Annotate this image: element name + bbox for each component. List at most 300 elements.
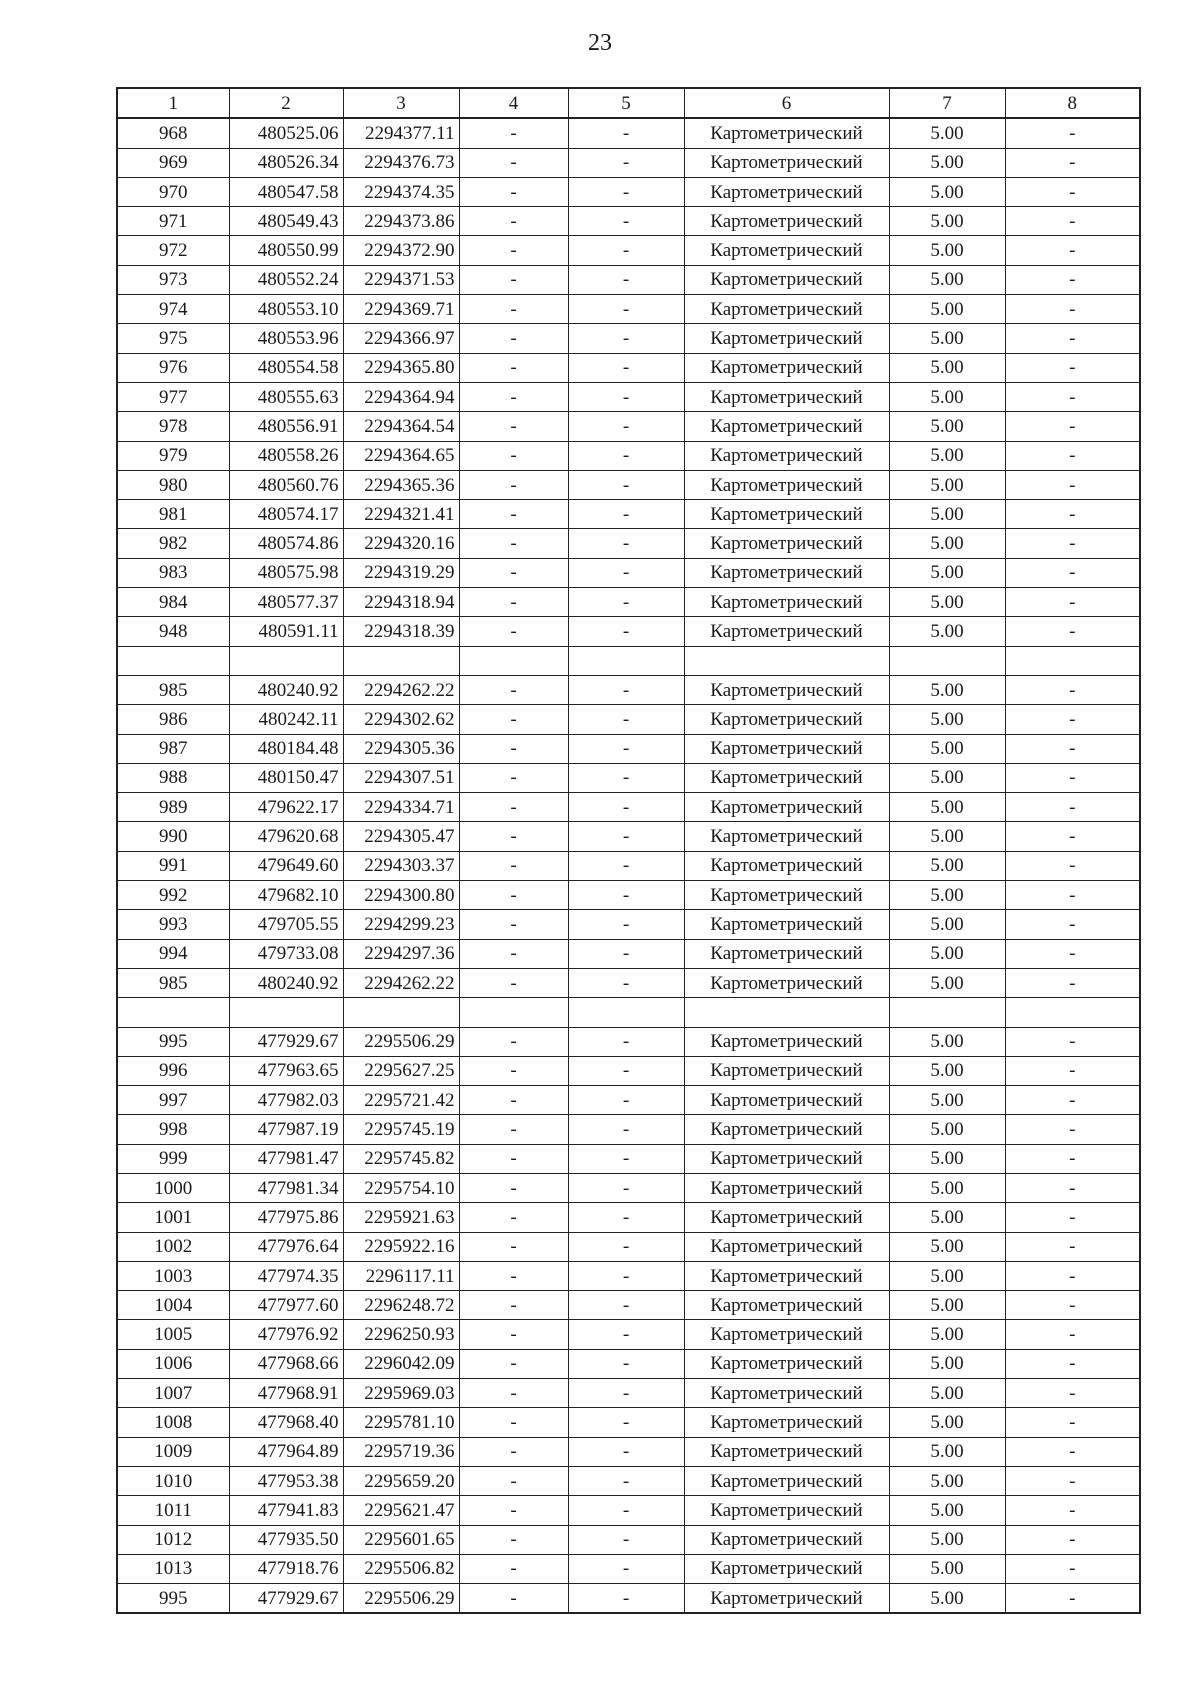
- table-cell: 976: [117, 353, 229, 382]
- column-header: 5: [568, 88, 684, 118]
- table-row: [117, 881, 1140, 910]
- table-cell: 480556.91: [229, 412, 343, 441]
- table-cell: 5.00: [889, 1115, 1005, 1144]
- table-cell: 2295627.25: [343, 1056, 459, 1085]
- table-cell: 1008: [117, 1408, 229, 1437]
- table-cell: Картометрический: [684, 1525, 889, 1554]
- table-cell: 995: [117, 1027, 229, 1056]
- table-cell: -: [1005, 705, 1140, 734]
- table-cell: 968: [117, 118, 229, 148]
- table-cell: -: [568, 500, 684, 529]
- table-cell: Картометрический: [684, 910, 889, 939]
- table-cell: 984: [117, 588, 229, 617]
- table-cell: 479622.17: [229, 793, 343, 822]
- table-cell: -: [459, 265, 568, 294]
- table-row: [117, 734, 1140, 763]
- table-cell: -: [568, 881, 684, 910]
- table-cell: -: [568, 558, 684, 587]
- table-cell: 5.00: [889, 207, 1005, 236]
- table-cell: 986: [117, 705, 229, 734]
- table-cell: Картометрический: [684, 851, 889, 880]
- table-cell: -: [1005, 324, 1140, 353]
- table-cell: -: [568, 1232, 684, 1261]
- table-cell: -: [1005, 1525, 1140, 1554]
- table-cell: -: [568, 295, 684, 324]
- table-cell: 5.00: [889, 1554, 1005, 1583]
- table-cell: -: [459, 236, 568, 265]
- table-cell: 2295745.19: [343, 1115, 459, 1144]
- table-cell: -: [459, 617, 568, 646]
- table-cell: 5.00: [889, 1261, 1005, 1290]
- table-cell: -: [459, 1144, 568, 1173]
- table-cell: 5.00: [889, 1144, 1005, 1173]
- table-cell: -: [1005, 1437, 1140, 1466]
- table-cell: 5.00: [889, 412, 1005, 441]
- table-cell: -: [459, 1408, 568, 1437]
- table-cell: 479620.68: [229, 822, 343, 851]
- table-cell: 2294305.47: [343, 822, 459, 851]
- table-cell: 980: [117, 470, 229, 499]
- table-cell: 477968.91: [229, 1379, 343, 1408]
- table-cell: -: [1005, 412, 1140, 441]
- table-cell: 480526.34: [229, 148, 343, 177]
- table-cell: Картометрический: [684, 1261, 889, 1290]
- table-cell: -: [568, 1203, 684, 1232]
- table-cell: 948: [117, 617, 229, 646]
- table-cell: 5.00: [889, 1496, 1005, 1525]
- table-cell: [229, 646, 343, 675]
- table-cell: -: [459, 412, 568, 441]
- table-cell: -: [1005, 1320, 1140, 1349]
- table-cell: 975: [117, 324, 229, 353]
- table-cell: -: [1005, 470, 1140, 499]
- table-cell: -: [568, 118, 684, 148]
- table-cell: [1005, 646, 1140, 675]
- table-cell: Картометрический: [684, 1349, 889, 1378]
- coordinates-table: [116, 87, 1141, 1614]
- table-cell: 5.00: [889, 675, 1005, 704]
- table-cell: 480553.96: [229, 324, 343, 353]
- table-cell: -: [459, 118, 568, 148]
- table-cell: 5.00: [889, 705, 1005, 734]
- table-cell: 5.00: [889, 939, 1005, 968]
- table-cell: -: [459, 705, 568, 734]
- table-cell: 480574.17: [229, 500, 343, 529]
- table-row: [117, 1086, 1140, 1115]
- table-cell: -: [568, 148, 684, 177]
- table-cell: Картометрический: [684, 470, 889, 499]
- table-cell: 982: [117, 529, 229, 558]
- table-row: [117, 1291, 1140, 1320]
- table-cell: -: [568, 1466, 684, 1495]
- table-cell: -: [1005, 588, 1140, 617]
- table-cell: 983: [117, 558, 229, 587]
- table-cell: [117, 998, 229, 1027]
- table-cell: 2295601.65: [343, 1525, 459, 1554]
- table-cell: 5.00: [889, 1232, 1005, 1261]
- table-cell: -: [568, 1291, 684, 1320]
- table-cell: -: [568, 939, 684, 968]
- table-cell: -: [459, 1027, 568, 1056]
- table-cell: -: [459, 529, 568, 558]
- table-cell: -: [1005, 881, 1140, 910]
- table-cell: -: [1005, 1203, 1140, 1232]
- table-cell: -: [568, 793, 684, 822]
- table-row: [117, 793, 1140, 822]
- table-cell: Картометрический: [684, 1320, 889, 1349]
- table-cell: 477981.47: [229, 1144, 343, 1173]
- table-cell: -: [1005, 1173, 1140, 1202]
- table-cell: 997: [117, 1086, 229, 1115]
- table-cell: 989: [117, 793, 229, 822]
- table-cell: 2294319.29: [343, 558, 459, 587]
- table-cell: -: [1005, 529, 1140, 558]
- table-cell: -: [1005, 207, 1140, 236]
- table-row: [117, 558, 1140, 587]
- table-cell: -: [1005, 734, 1140, 763]
- table-cell: 477981.34: [229, 1173, 343, 1202]
- table-row: [117, 207, 1140, 236]
- table-cell: -: [459, 1554, 568, 1583]
- table-cell: 477975.86: [229, 1203, 343, 1232]
- table-cell: -: [1005, 793, 1140, 822]
- table-cell: Картометрический: [684, 1173, 889, 1202]
- table-cell: -: [1005, 851, 1140, 880]
- table-cell: Картометрический: [684, 1027, 889, 1056]
- table-cell: 978: [117, 412, 229, 441]
- table-cell: 998: [117, 1115, 229, 1144]
- table-cell: 1010: [117, 1466, 229, 1495]
- table-cell: -: [459, 1584, 568, 1614]
- table-cell: 974: [117, 295, 229, 324]
- table-cell: 480575.98: [229, 558, 343, 587]
- table-cell: 5.00: [889, 295, 1005, 324]
- table-cell: -: [568, 734, 684, 763]
- table-row: [117, 1320, 1140, 1349]
- table-cell: 477968.66: [229, 1349, 343, 1378]
- table-cell: -: [568, 763, 684, 792]
- table-cell: -: [459, 881, 568, 910]
- table-cell: 5.00: [889, 1291, 1005, 1320]
- table-cell: 477963.65: [229, 1056, 343, 1085]
- table-cell: 2294364.54: [343, 412, 459, 441]
- table-cell: 988: [117, 763, 229, 792]
- table-cell: Картометрический: [684, 822, 889, 851]
- table-cell: 995: [117, 1584, 229, 1614]
- table-cell: 5.00: [889, 881, 1005, 910]
- blank-row: [117, 646, 1140, 675]
- table-cell: Картометрический: [684, 734, 889, 763]
- table-row: [117, 1408, 1140, 1437]
- table-cell: -: [568, 1261, 684, 1290]
- column-header: 4: [459, 88, 568, 118]
- table-cell: 999: [117, 1144, 229, 1173]
- table-cell: 2296248.72: [343, 1291, 459, 1320]
- table-cell: 2294366.97: [343, 324, 459, 353]
- table-cell: -: [459, 500, 568, 529]
- table-cell: 5.00: [889, 1379, 1005, 1408]
- table-cell: Картометрический: [684, 1115, 889, 1144]
- table-cell: 479733.08: [229, 939, 343, 968]
- table-cell: -: [1005, 148, 1140, 177]
- table-cell: 1001: [117, 1203, 229, 1232]
- table-cell: -: [568, 1525, 684, 1554]
- table-cell: 477929.67: [229, 1584, 343, 1614]
- table-cell: -: [568, 382, 684, 411]
- table-cell: -: [1005, 1291, 1140, 1320]
- table-cell: 2294369.71: [343, 295, 459, 324]
- table-header: [117, 88, 1140, 118]
- table-cell: -: [1005, 1115, 1140, 1144]
- table-row: [117, 1466, 1140, 1495]
- table-cell: 479705.55: [229, 910, 343, 939]
- table-cell: 480525.06: [229, 118, 343, 148]
- table-cell: -: [459, 1056, 568, 1085]
- table-cell: 2294372.90: [343, 236, 459, 265]
- table-cell: -: [1005, 1584, 1140, 1614]
- table-cell: 480240.92: [229, 968, 343, 997]
- table-cell: -: [1005, 1466, 1140, 1495]
- table-cell: -: [1005, 1086, 1140, 1115]
- table-cell: Картометрический: [684, 1379, 889, 1408]
- table-cell: 5.00: [889, 1525, 1005, 1554]
- table-cell: -: [1005, 1379, 1140, 1408]
- table-cell: 477918.76: [229, 1554, 343, 1583]
- table-row: [117, 412, 1140, 441]
- table-cell: 477964.89: [229, 1437, 343, 1466]
- table-cell: 2294318.94: [343, 588, 459, 617]
- table-cell: -: [568, 177, 684, 206]
- table-cell: -: [459, 295, 568, 324]
- table-cell: -: [459, 763, 568, 792]
- table-cell: -: [1005, 1232, 1140, 1261]
- table-cell: 5.00: [889, 236, 1005, 265]
- table-cell: 5.00: [889, 529, 1005, 558]
- table-row: [117, 1554, 1140, 1583]
- table-cell: 2295721.42: [343, 1086, 459, 1115]
- table-cell: -: [459, 324, 568, 353]
- table-row: [117, 382, 1140, 411]
- table-cell: 2295506.29: [343, 1027, 459, 1056]
- table-cell: -: [459, 1261, 568, 1290]
- table-cell: Картометрический: [684, 207, 889, 236]
- table-cell: Картометрический: [684, 529, 889, 558]
- table-cell: -: [459, 793, 568, 822]
- table-cell: -: [1005, 558, 1140, 587]
- table-cell: 2295506.29: [343, 1584, 459, 1614]
- table-cell: [229, 998, 343, 1027]
- table-cell: -: [1005, 1349, 1140, 1378]
- table-row: [117, 1496, 1140, 1525]
- table-cell: 2294307.51: [343, 763, 459, 792]
- table-cell: 2296042.09: [343, 1349, 459, 1378]
- table-row: [117, 236, 1140, 265]
- table-row: [117, 910, 1140, 939]
- table-cell: -: [568, 1173, 684, 1202]
- table-cell: 1011: [117, 1496, 229, 1525]
- table-row: [117, 1525, 1140, 1554]
- table-cell: 2294364.94: [343, 382, 459, 411]
- table-cell: 480240.92: [229, 675, 343, 704]
- blank-row: [117, 998, 1140, 1027]
- table-cell: 477987.19: [229, 1115, 343, 1144]
- table-cell: -: [459, 588, 568, 617]
- table-cell: 5.00: [889, 1408, 1005, 1437]
- table-cell: 2294374.35: [343, 177, 459, 206]
- table-cell: 970: [117, 177, 229, 206]
- table-cell: Картометрический: [684, 324, 889, 353]
- table-cell: Картометрический: [684, 1203, 889, 1232]
- table-cell: -: [459, 1379, 568, 1408]
- table-cell: 480553.10: [229, 295, 343, 324]
- table-cell: -: [459, 675, 568, 704]
- table-cell: -: [1005, 1496, 1140, 1525]
- table-row: [117, 295, 1140, 324]
- table-cell: 977: [117, 382, 229, 411]
- table-cell: -: [1005, 295, 1140, 324]
- table-cell: -: [459, 1086, 568, 1115]
- table-cell: Картометрический: [684, 617, 889, 646]
- table-row: [117, 441, 1140, 470]
- table-cell: Картометрический: [684, 675, 889, 704]
- table-cell: 5.00: [889, 1437, 1005, 1466]
- table-row: [117, 939, 1140, 968]
- table-cell: Картометрический: [684, 1466, 889, 1495]
- table-row: [117, 1261, 1140, 1290]
- table-cell: 477976.64: [229, 1232, 343, 1261]
- table-cell: -: [568, 1349, 684, 1378]
- table-cell: -: [1005, 265, 1140, 294]
- table-cell: -: [1005, 236, 1140, 265]
- table-cell: 5.00: [889, 500, 1005, 529]
- table-row: [117, 1203, 1140, 1232]
- table-cell: [1005, 998, 1140, 1027]
- table-cell: 5.00: [889, 382, 1005, 411]
- table-cell: 990: [117, 822, 229, 851]
- table-cell: 2296117.11: [343, 1261, 459, 1290]
- table-cell: -: [1005, 177, 1140, 206]
- table-cell: [459, 998, 568, 1027]
- table-cell: Картометрический: [684, 441, 889, 470]
- table-cell: 5.00: [889, 470, 1005, 499]
- table-cell: 979: [117, 441, 229, 470]
- table-cell: -: [1005, 1554, 1140, 1583]
- table-cell: Картометрический: [684, 558, 889, 587]
- table-cell: 2294297.36: [343, 939, 459, 968]
- table-cell: -: [459, 441, 568, 470]
- table-cell: -: [459, 851, 568, 880]
- table-cell: 5.00: [889, 353, 1005, 382]
- table-cell: [568, 646, 684, 675]
- table-cell: 5.00: [889, 1320, 1005, 1349]
- table-row: [117, 1027, 1140, 1056]
- table-cell: 480574.86: [229, 529, 343, 558]
- table-cell: 1009: [117, 1437, 229, 1466]
- table-cell: -: [459, 1291, 568, 1320]
- table-cell: -: [568, 1437, 684, 1466]
- table-cell: 972: [117, 236, 229, 265]
- table-cell: 5.00: [889, 910, 1005, 939]
- table-cell: 480184.48: [229, 734, 343, 763]
- table-cell: 5.00: [889, 1173, 1005, 1202]
- table-row: [117, 822, 1140, 851]
- table-cell: -: [1005, 1261, 1140, 1290]
- table-cell: [343, 646, 459, 675]
- table-cell: -: [568, 1086, 684, 1115]
- table-row: [117, 1056, 1140, 1085]
- table-cell: 2294300.80: [343, 881, 459, 910]
- table-row: [117, 353, 1140, 382]
- table-cell: Картометрический: [684, 1554, 889, 1583]
- table-cell: 5.00: [889, 1466, 1005, 1495]
- table-cell: -: [459, 1525, 568, 1554]
- table-cell: 1004: [117, 1291, 229, 1320]
- table-cell: -: [568, 1027, 684, 1056]
- table-cell: -: [459, 1232, 568, 1261]
- table-cell: 5.00: [889, 177, 1005, 206]
- table-cell: Картометрический: [684, 588, 889, 617]
- table-cell: 992: [117, 881, 229, 910]
- table-cell: 981: [117, 500, 229, 529]
- table-cell: -: [568, 617, 684, 646]
- table-cell: 2294365.36: [343, 470, 459, 499]
- table-cell: -: [568, 1144, 684, 1173]
- table-cell: -: [459, 177, 568, 206]
- table-cell: 5.00: [889, 558, 1005, 587]
- table-cell: -: [1005, 763, 1140, 792]
- table-cell: [684, 998, 889, 1027]
- table-cell: 2294377.11: [343, 118, 459, 148]
- table-cell: 994: [117, 939, 229, 968]
- table-cell: -: [1005, 822, 1140, 851]
- table-cell: Картометрический: [684, 1584, 889, 1614]
- table-cell: -: [568, 968, 684, 997]
- table-cell: -: [568, 1320, 684, 1349]
- table-cell: 480550.99: [229, 236, 343, 265]
- table-cell: -: [1005, 1408, 1140, 1437]
- table-cell: 479649.60: [229, 851, 343, 880]
- table-cell: 2294302.62: [343, 705, 459, 734]
- table-cell: -: [568, 705, 684, 734]
- table-cell: -: [568, 1056, 684, 1085]
- table-cell: 2294376.73: [343, 148, 459, 177]
- table-cell: 1007: [117, 1379, 229, 1408]
- table-cell: 5.00: [889, 1027, 1005, 1056]
- table-cell: 969: [117, 148, 229, 177]
- table-cell: 480555.63: [229, 382, 343, 411]
- table-cell: 985: [117, 675, 229, 704]
- table-row: [117, 265, 1140, 294]
- table-cell: 5.00: [889, 148, 1005, 177]
- table-cell: -: [459, 822, 568, 851]
- table-cell: -: [459, 939, 568, 968]
- table-cell: Картометрический: [684, 1056, 889, 1085]
- table-cell: -: [568, 236, 684, 265]
- column-header: 2: [229, 88, 343, 118]
- column-header: 8: [1005, 88, 1140, 118]
- table-cell: 2294262.22: [343, 968, 459, 997]
- table-row: [117, 148, 1140, 177]
- table-cell: 2296250.93: [343, 1320, 459, 1349]
- table-cell: 477982.03: [229, 1086, 343, 1115]
- table-cell: Картометрический: [684, 1496, 889, 1525]
- table-cell: -: [1005, 675, 1140, 704]
- table-cell: 5.00: [889, 734, 1005, 763]
- table-cell: 5.00: [889, 968, 1005, 997]
- table-cell: 477976.92: [229, 1320, 343, 1349]
- table-cell: 480242.11: [229, 705, 343, 734]
- table-cell: 480577.37: [229, 588, 343, 617]
